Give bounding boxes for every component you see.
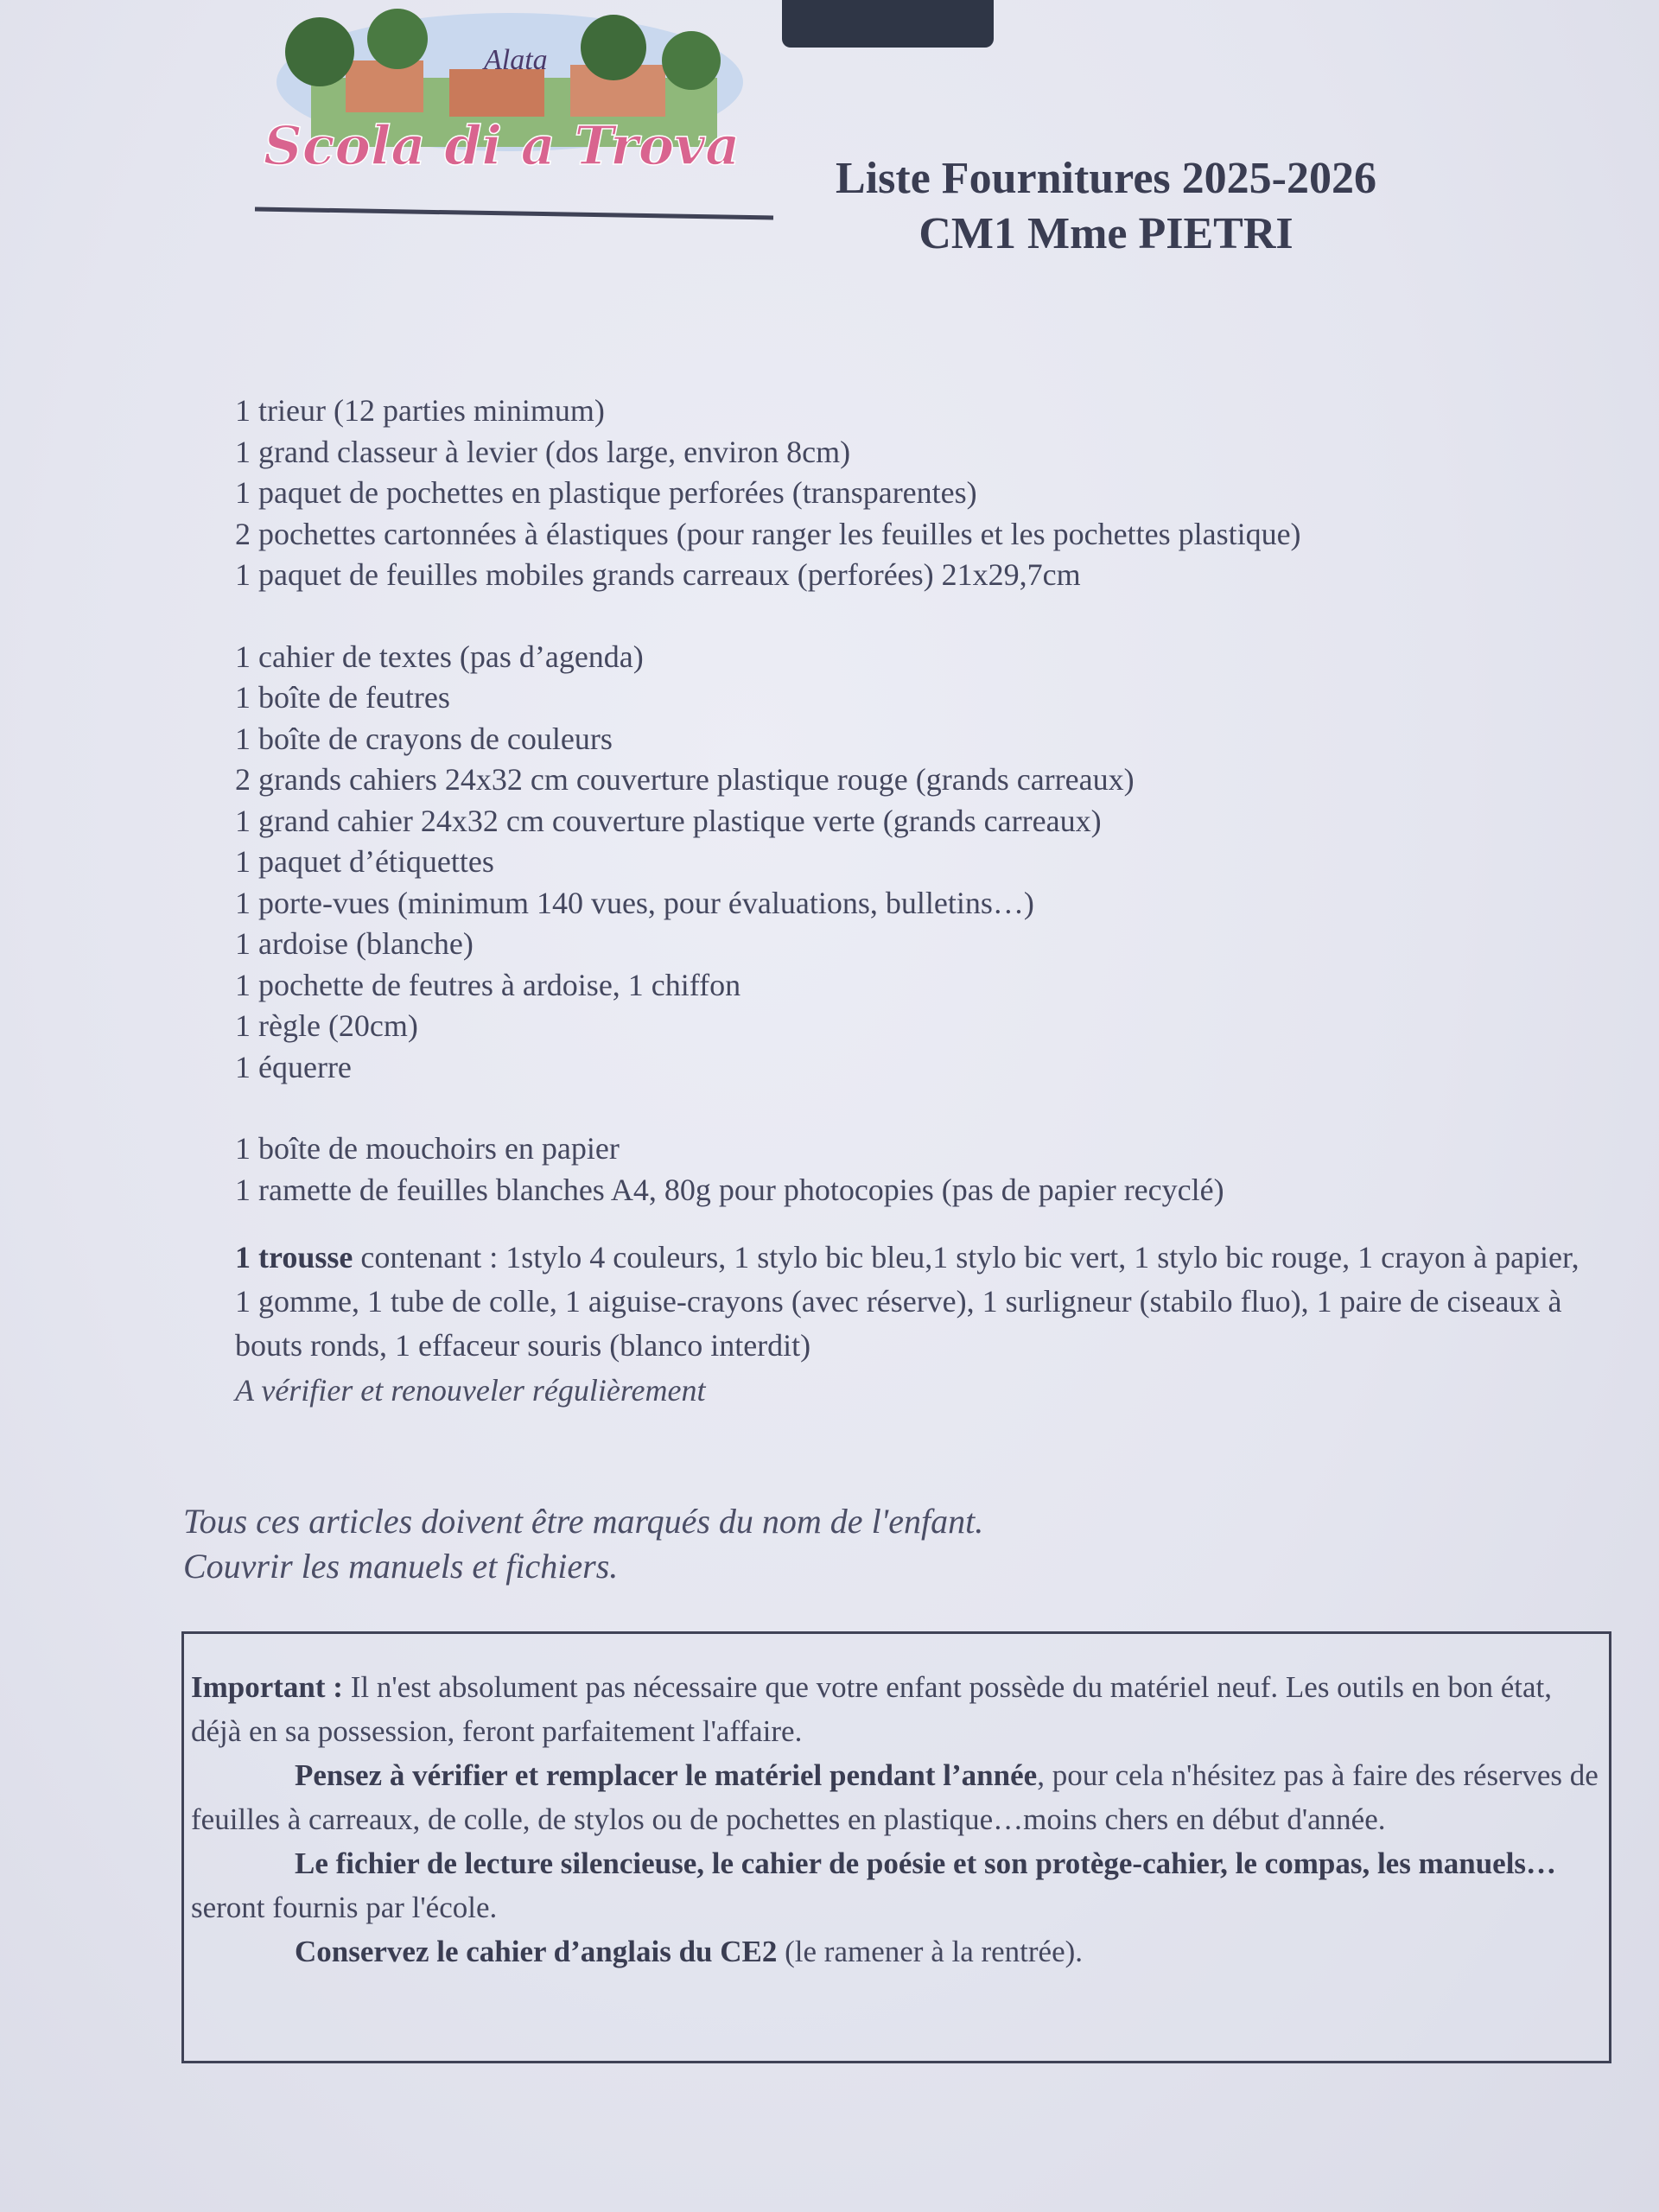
important-paragraph [191, 1841, 1599, 1929]
logo-underline [255, 209, 773, 218]
logo-house [449, 69, 544, 117]
list-item: 1 grand cahier 24x32 cm couverture plastique verte (grands carreaux) [235, 803, 1102, 838]
logo-alata: Alata [484, 44, 548, 76]
important-text: seront fournis par l'école. [191, 1891, 498, 1924]
important-emphasis: Le fichier de lecture silencieuse, le cahier de poésie et son protège-cahier, le compas, les manuels… [295, 1847, 1557, 1880]
list-item: 1 équerre [235, 1049, 352, 1084]
general-notes [183, 1499, 983, 1589]
important-text: (le ramener à la rentrée). [777, 1935, 1084, 1968]
list-item: 1 paquet d’étiquettes [235, 844, 494, 879]
important-emphasis: Pensez à vérifier et remplacer le matériel pendant l’année [295, 1758, 1038, 1792]
list-item: 1 ardoise (blanche) [235, 926, 474, 961]
supply-list [235, 391, 1600, 1211]
important-paragraph [191, 1665, 1599, 1753]
list-item: 1 cahier de textes (pas d’agenda) [235, 639, 644, 674]
list-item: 1 trieur (12 parties minimum) [235, 393, 605, 428]
title-line-1: Liste Fournitures 2025-2026 [836, 154, 1376, 203]
verify-note: A vérifier et renouveler régulièrement [235, 1373, 706, 1408]
list-item: 2 grands cahiers 24x32 cm couverture plastique rouge (grands carreaux) [235, 762, 1135, 797]
list-item: 1 ramette de feuilles blanches A4, 80g pour photocopies (pas de papier recyclé) [235, 1172, 1224, 1207]
list-item: 1 grand classeur à levier (dos large, environ 8cm) [235, 434, 851, 469]
important-label: Important : [191, 1670, 343, 1704]
important-emphasis: Conservez le cahier d’anglais du CE2 [295, 1935, 778, 1968]
list-item: 1 pochette de feutres à ardoise, 1 chiffon [235, 967, 741, 1002]
logo-tree [285, 17, 354, 86]
list-item: 1 paquet de pochettes en plastique perforées (transparentes) [235, 475, 977, 510]
binder-clip [782, 0, 994, 48]
logo-tree [581, 15, 646, 80]
logo-tree [662, 31, 721, 90]
logo-house [346, 60, 423, 112]
list-item: 1 boîte de feutres [235, 680, 450, 715]
important-text: , pour cela n'hésitez pas à faire des réserves de feuilles à carreaux, de colle, de stylos ou de pochettes en plastique…moins chers en début d'année. [191, 1758, 1599, 1836]
list-item: 1 boîte de mouchoirs en papier [235, 1131, 620, 1166]
note-line: Couvrir les manuels et fichiers. [183, 1547, 619, 1586]
trousse-label: 1 trousse [235, 1240, 353, 1274]
important-text: Il n'est absolument pas nécessaire que votre enfant possède du matériel neuf. Les outils en bon état, déjà en sa possession, feront parfaitement l'affaire. [191, 1670, 1553, 1748]
logo-tree [367, 9, 428, 69]
list-item: 1 règle (20cm) [235, 1008, 418, 1043]
trousse-paragraph [235, 1236, 1600, 1368]
important-box [181, 1631, 1611, 2063]
list-item: 1 porte-vues (minimum 140 vues, pour évaluations, bulletins…) [235, 885, 1034, 920]
logo-school-name: Scola di a Trova [264, 114, 741, 177]
school-logo [251, 0, 778, 225]
title-line-2: CM1 Mme PIETRI [918, 209, 1294, 258]
list-item: 1 paquet de feuilles mobiles grands carreaux (perforées) 21x29,7cm [235, 557, 1081, 592]
note-line: Tous ces articles doivent être marqués du nom de l'enfant. [183, 1502, 984, 1541]
important-paragraph [191, 1929, 1599, 1974]
trousse-contents: contenant : 1stylo 4 couleurs, 1 stylo bic bleu,1 stylo bic vert, 1 stylo bic rouge, 1 crayon à papier, 1 gomme, 1 tube de colle, 1 aiguise-crayons (avec réserve), 1 surligneur (stabilo fluo), 1 paire de ciseaux à bouts ronds, 1 effaceur souris (blanco interdit) [235, 1240, 1580, 1363]
important-paragraph [191, 1753, 1599, 1841]
list-item: 2 pochettes cartonnées à élastiques (pour ranger les feuilles et les pochettes plastique) [235, 516, 1301, 551]
list-item: 1 boîte de crayons de couleurs [235, 721, 613, 756]
document-title [778, 151, 1434, 262]
